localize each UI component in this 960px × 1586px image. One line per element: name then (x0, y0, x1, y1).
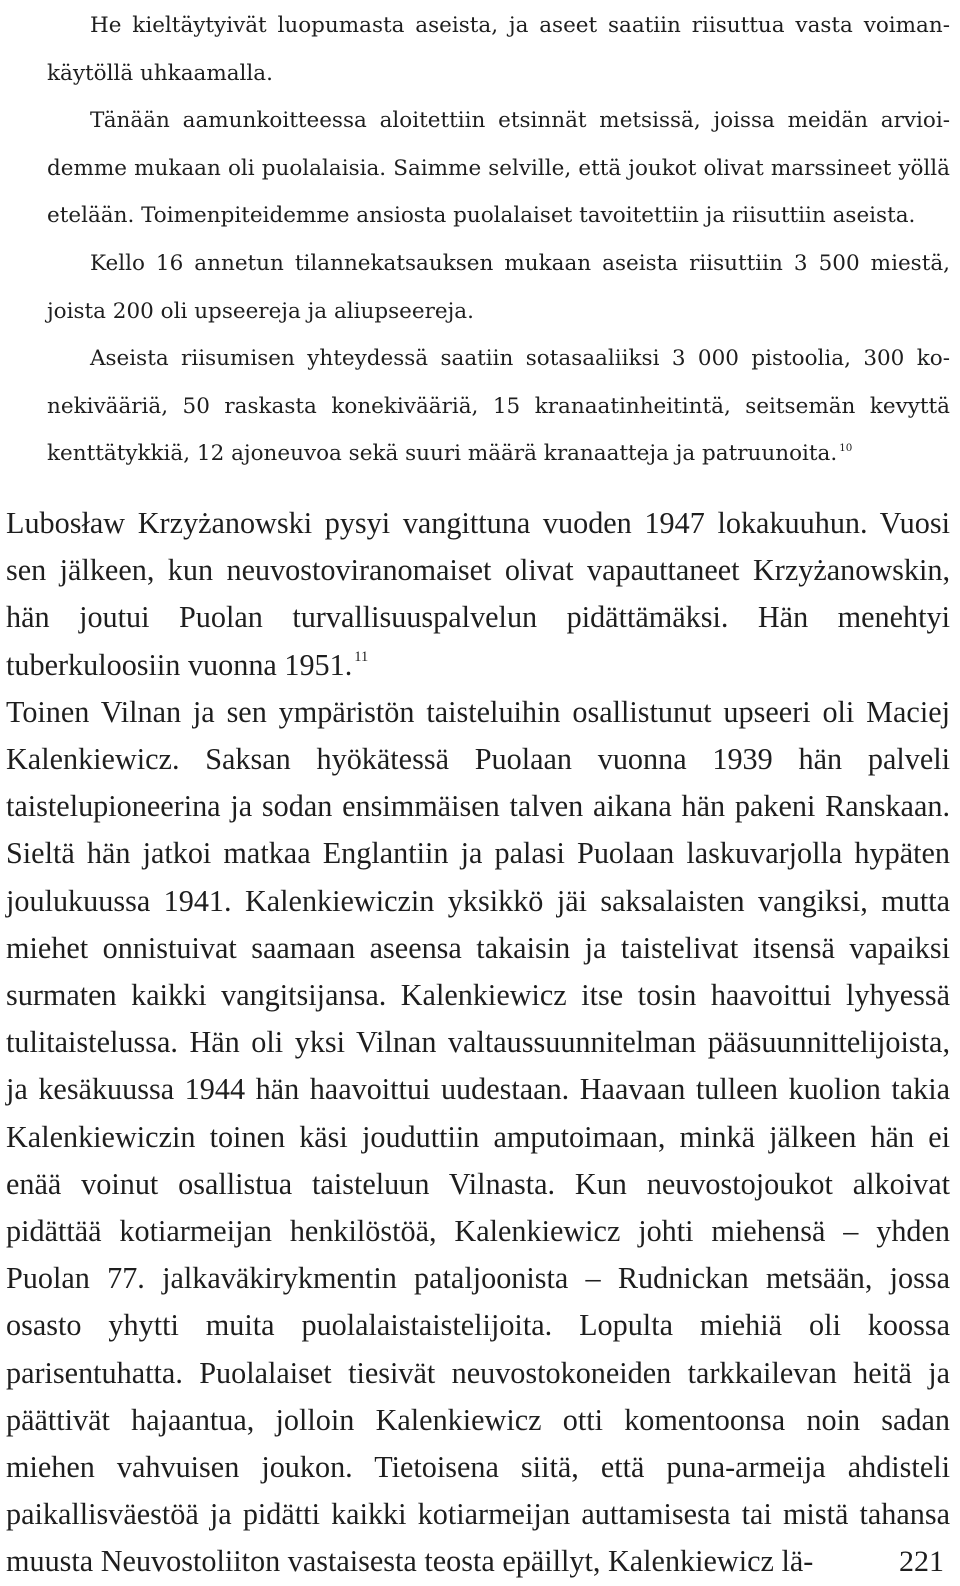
quote-paragraph (47, 335, 950, 478)
body-paragraph-text: Lubosław Krzyżanowski pysyi vangittuna vuoden 1947 lokakuuhun. Vuosi sen jälkeen, kun neuvostoviranomaiset olivat vapauttaneet Krzyżanowskin, hän joutui Puolan turvallisuuspalvelun pidättämäksi. Hän menehtyi tuberkuloosiin vuonna 1951. (6, 506, 950, 682)
quote-paragraph-text: He kieltäytyivät luopumasta aseista, ja aseet saatiin riisuttua vasta voimankäytöllä uhkaamalla. (47, 13, 950, 86)
block-quote (47, 2, 950, 478)
quote-paragraph-text: Kello 16 annetun tilannekatsauksen mukaan aseista riisuttiin 3 500 miestä, joista 200 oli upseereja ja aliupseereja. (47, 250, 950, 324)
footnote-marker: 11 (354, 648, 369, 665)
page-number: 221 (899, 1545, 944, 1578)
quote-paragraph (47, 240, 950, 335)
body-paragraph-text: Toinen Vilnan ja sen ympäristön taisteluihin osallistunut upseeri oli Maciej Kalenkiewicz. Saksan hyökätessä Puolaan vuonna 1939 hän palveli taistelupioneerina ja sodan ensimmäisen talven aikana hän pakeni Ranskaan. Sieltä hän jatkoi matkaa Englantiin ja palasi Puolaan laskuvarjolla hypäten joulukuussa 1941. Kalenkiewiczin yksikkö jäi saksalaisten vangiksi, mutta miehet onnistuivat saamaan aseensa takaisin ja taistelivat itsensä vapaiksi surmaten kaikki vangitsijansa. Kalenkiewicz itse tosin haavoittui lyhyessä tulitaistelussa. Hän oli yksi Vilnan valtaussuunnitelman pääsuunnittelijoista, ja kesäkuussa 1944 hän haavoittui uudestaan. Haavaan tulleen kuolion takia Kalenkiewiczin toinen käsi jouduttiin amputoimaan, minkä jälkeen hän ei enää voinut osallistua taisteluun Vilnasta. Kun neuvostojoukot alkoivat pidättää kotiarmeijan henkilöstöä, Kalenkiewicz johti miehensä – yhden Puolan 77. jalkaväkirykmentin pataljoonista – Rudnickan metsään, jossa osasto yhytti muita puolalaistaistelijoita. Lopulta miehiä oli koossa parisentuhatta. Puolalaiset tiesivät neuvostokoneiden tarkkailevan heitä ja päättivät hajaantua, jolloin Kalenkiewicz otti komentoonsa noin sadan miehen vahvuisen joukon. Tietoisena siitä, että puna-armeija ahdisteli paikallisväestöä ja pidätti kaikki kotiarmeijan auttamisesta tai mistä tahansa muusta Neuvostoliiton vastaisesta teosta epäillyt, Kalenkiewicz lä- (6, 694, 950, 1579)
quote-paragraph-text: Aseista riisumisen yhteydessä saatiin sotasaaliiksi 3 000 pistoolia, 300 konekivääriä, 50 raskasta konekivääriä, 15 kranaatinheitintä, seitsemän kevyttä kenttätykkiä, 12 ajoneuvoa sekä suuri määrä kranaatteja ja patruunoita. (47, 346, 950, 467)
body-paragraph (6, 689, 950, 1586)
quote-paragraph (47, 97, 950, 240)
quote-paragraph-text: Tänään aamunkoitteessa aloitettiin etsinnät metsissä, joissa meidän arvioidemme mukaan oli puolalaisia. Saimme selville, että joukot olivat marssineet yöllä etelään. Toimenpiteidemme ansiosta puolalaiset tavoitettiin ja riisuttiin aseista. (47, 108, 950, 229)
footnote-marker: 10 (839, 441, 853, 454)
body-text (6, 500, 950, 1586)
quote-paragraph (47, 2, 950, 97)
body-paragraph (6, 500, 950, 689)
